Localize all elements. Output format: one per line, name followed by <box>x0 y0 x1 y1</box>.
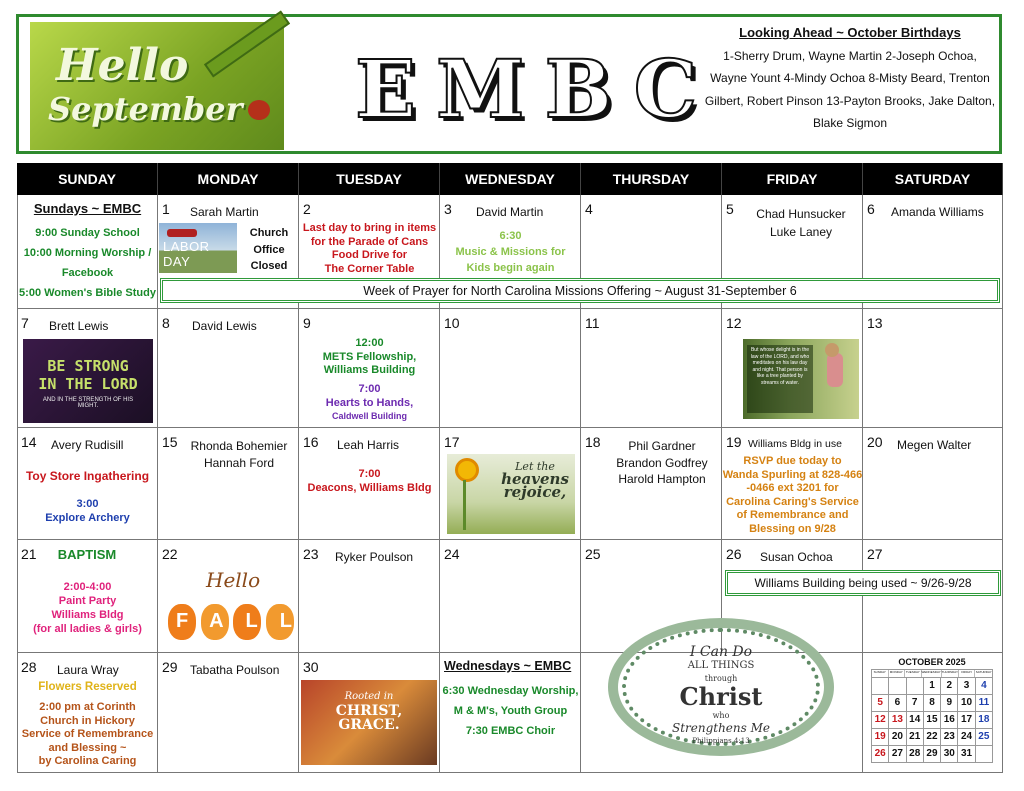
sundays-title: Sundays ~ EMBC <box>33 201 142 216</box>
birthday-name: Laura Wray <box>57 663 119 677</box>
cell-sep-20 <box>863 428 1003 540</box>
october-day: 5 <box>872 695 889 712</box>
cell-sep-16 <box>299 428 440 540</box>
cell-sep-23 <box>299 540 440 653</box>
note-line: by Carolina Caring <box>38 755 137 768</box>
day-number: 29 <box>162 659 178 675</box>
october-day <box>976 746 993 763</box>
verse-line: Philippians 4:13 <box>692 737 750 745</box>
calendar <box>17 163 1003 773</box>
day-number: 19 <box>726 434 742 450</box>
note-line: METS Fellowship, <box>322 350 417 363</box>
birthday-names <box>182 438 296 472</box>
rooted-in-christ-image <box>301 680 437 765</box>
birthday-name: Brandon Godfrey <box>616 455 708 470</box>
hello-text: Hello <box>206 568 261 592</box>
cell-sep-15 <box>158 428 299 540</box>
cell-sep-28 <box>17 653 158 773</box>
psalm-text: But whose delight is in the law of the LORD, and who meditates on his law day and night. That person is like a tree planted by streams of water. <box>750 347 810 386</box>
schedule-line: 6:30 Wednesday Worship, <box>442 685 579 697</box>
day-header-thursday: THURSDAY <box>581 163 722 195</box>
food-drive-note <box>299 222 440 276</box>
october-day: 28 <box>907 746 924 763</box>
day-number: 15 <box>162 434 178 450</box>
might-text: AND IN THE STRENGTH OF HIS MIGHT. <box>42 397 134 409</box>
cell-sep-14 <box>17 428 158 540</box>
note-line: 7:00 <box>358 468 381 480</box>
hello-fall-image <box>162 566 314 650</box>
note-line: Deacons, Williams Bldg <box>307 481 432 494</box>
day-number: 10 <box>444 315 460 331</box>
october-grid <box>871 669 993 678</box>
october-day: 20 <box>889 729 906 746</box>
cell-sep-17 <box>440 428 581 540</box>
cell-sep-29 <box>158 653 299 773</box>
note-line: -0466 ext 3201 for <box>746 482 839 495</box>
note-line: Williams Building <box>323 364 416 377</box>
october-day: 29 <box>924 746 941 763</box>
october-day: 21 <box>907 729 924 746</box>
october-day: 15 <box>924 712 941 729</box>
music-missions-note <box>440 228 581 276</box>
day-number: 13 <box>867 315 883 331</box>
note-line: Office <box>253 243 285 256</box>
schedule-line: 9:00 Sunday School <box>35 227 140 239</box>
cell-sep-21 <box>17 540 158 653</box>
october-day: 10 <box>958 695 975 712</box>
october-day: 3 <box>958 678 975 695</box>
note-line: The Corner Table <box>324 262 415 275</box>
hello-text: Hello <box>56 40 189 91</box>
cell-sep-19 <box>722 428 863 540</box>
cell-sep-27 <box>863 540 1003 653</box>
october-days <box>871 678 993 763</box>
note-line: Food Drive for <box>331 249 408 262</box>
note-line: Blessing on 9/28 <box>749 522 836 535</box>
schedule-line: M & M's, Youth Group <box>453 705 568 717</box>
note-line: 12:00 <box>355 337 384 349</box>
weekday-label: TUESDAY <box>905 670 922 677</box>
birthday-name: Megen Walter <box>897 438 972 452</box>
weekday-label: THURSDAY <box>942 670 959 677</box>
cell-sep-7 <box>17 309 158 428</box>
remembrance-service-note <box>17 701 158 769</box>
note-line: Closed <box>250 260 288 272</box>
october-day: 16 <box>941 712 958 729</box>
apple-icon <box>248 100 270 120</box>
birthday-name: Ryker Poulson <box>335 550 414 564</box>
day-number: 2 <box>303 201 311 217</box>
day-number: 3 <box>444 201 452 217</box>
birthdays-box <box>700 22 1000 135</box>
day-number: 30 <box>303 659 319 675</box>
day-number: 17 <box>444 434 460 450</box>
note-line: Explore Archery <box>45 511 130 524</box>
hearts-to-hands-note <box>299 383 440 424</box>
cell-sep-12 <box>722 309 863 428</box>
verse-line: Strengthens Me <box>671 721 771 735</box>
note-line: Church in Hickory <box>40 714 135 727</box>
note-line: RSVP due today to <box>743 455 842 467</box>
birthdays-title: Looking Ahead ~ October Birthdays <box>739 25 961 40</box>
day-number: 28 <box>21 659 37 675</box>
day-number: 4 <box>585 201 593 217</box>
october-day: 19 <box>872 729 889 746</box>
birthday-name: Tabatha Poulson <box>190 663 280 677</box>
birthday-name: David Lewis <box>192 319 257 333</box>
be-strong-image <box>23 339 153 423</box>
october-day: 12 <box>872 712 889 729</box>
october-day: 4 <box>976 678 993 695</box>
office-closed-note <box>244 225 294 275</box>
october-day: 22 <box>924 729 941 746</box>
day-number: 24 <box>444 546 460 562</box>
williams-building-banner: Williams Building being used ~ 9/26-9/28 <box>725 570 1001 596</box>
birthday-name: Chad Hunsucker <box>756 207 846 221</box>
birthday-name: Sarah Martin <box>190 205 259 219</box>
cell-sep-10 <box>440 309 581 428</box>
october-mini-calendar <box>871 657 993 761</box>
toy-store-note: Toy Store Ingathering <box>25 469 150 483</box>
image-line: CHRIST, <box>335 703 403 719</box>
birthday-name: Amanda Williams <box>891 205 984 219</box>
day-number: 27 <box>867 546 883 562</box>
fall-text: FALL <box>176 610 314 632</box>
day-header-friday: FRIDAY <box>722 163 863 195</box>
birthday-line: 1-Sherry Drum, Wayne Martin 2-Joseph Ochoa, <box>723 48 977 63</box>
birthday-name: Leah Harris <box>337 438 400 452</box>
birthday-name: Phil Gardner <box>628 439 696 453</box>
labor-day-label: LABOR DAY <box>163 239 210 269</box>
october-day <box>889 678 906 695</box>
birthday-name: Hannah Ford <box>203 456 275 470</box>
note-line: Williams Bldg <box>51 609 124 621</box>
day-number: 14 <box>21 434 37 450</box>
october-day: 23 <box>941 729 958 746</box>
note-line: Service of Remembrance <box>21 728 154 741</box>
verse-line: who <box>712 711 730 720</box>
heavens-text <box>497 460 573 499</box>
october-day: 27 <box>889 746 906 763</box>
note-line: Last day to bring in items <box>302 222 437 234</box>
cell-sep-8 <box>158 309 299 428</box>
verse-text <box>588 646 854 748</box>
image-line: GRACE. <box>338 717 400 733</box>
sundays-schedule <box>17 223 158 303</box>
wednesdays-title: Wednesdays ~ EMBC <box>444 659 572 673</box>
note-line: Paint Party <box>58 595 117 607</box>
image-line: Let the <box>515 460 555 473</box>
day-number: 18 <box>585 434 601 450</box>
cell-sep-24 <box>440 540 581 653</box>
cell-sundays-info <box>17 195 158 309</box>
note-line: 3:00 <box>76 498 99 510</box>
note-line: Music & Missions for <box>455 246 566 258</box>
building-note: Williams Bldg in use <box>748 438 842 450</box>
in-the-lord-text: IN THE LORD <box>38 375 138 393</box>
birthday-names <box>746 205 856 241</box>
day-number: 11 <box>585 315 600 331</box>
cell-sep-9 <box>299 309 440 428</box>
schedule-line: 10:00 Morning Worship / <box>23 247 152 259</box>
day-number: 9 <box>303 315 311 331</box>
verse-line: I Can Do <box>689 644 753 660</box>
cell-sep-18 <box>581 428 722 540</box>
day-number: 8 <box>162 315 170 331</box>
flowers-note: Flowers Reserved <box>38 681 137 693</box>
be-strong-text: BE STRONG <box>47 357 129 375</box>
october-title: OCTOBER 2025 <box>898 657 966 667</box>
rsvp-note <box>722 455 863 537</box>
note-line: for the Parade of Cans <box>310 235 429 248</box>
september-text: September <box>48 90 243 128</box>
birthday-name: Rhonda Bohemier <box>190 439 288 453</box>
note-line: of Remembrance and <box>736 509 849 522</box>
schedule-line: 7:30 EMBC Choir <box>465 725 556 737</box>
day-number: 26 <box>726 546 742 562</box>
wednesdays-schedule <box>440 681 581 741</box>
note-line: Caldwell Building <box>331 411 407 422</box>
birthday-line: Wayne Yount 4-Mindy Ochoa 8-Misty Beard, Trenton <box>710 71 990 85</box>
day-number: 16 <box>303 434 319 450</box>
birthday-name: Harold Hampton <box>618 472 706 486</box>
deacons-note <box>299 468 440 495</box>
day-number: 21 <box>21 546 37 562</box>
verse-line: Christ <box>679 682 763 711</box>
day-number: 25 <box>585 546 601 562</box>
note-line: 2:00-4:00 <box>63 581 112 593</box>
birthday-line: Gilbert, Robert Pinson 13-Payton Brooks, Jake Dalton, <box>704 93 996 108</box>
note-line: (for all ladies & girls) <box>33 623 142 635</box>
schedule-line: 5:00 Women's Bible Study <box>19 287 156 299</box>
cell-sep-11 <box>581 309 722 428</box>
birthday-name: David Martin <box>476 205 544 219</box>
day-header-monday: MONDAY <box>158 163 299 195</box>
day-number: 6 <box>867 201 875 217</box>
birthday-name: Susan Ochoa <box>760 550 833 564</box>
note-line: 7:00 <box>358 383 381 395</box>
note-line: Wanda Spurling at 828-466 <box>722 468 863 481</box>
birthday-name: Luke Laney <box>769 225 833 239</box>
day-number: 7 <box>21 315 29 331</box>
rooted-text <box>301 690 437 732</box>
day-number: 5 <box>726 201 734 217</box>
october-day: 14 <box>907 712 924 729</box>
day-number: 12 <box>726 315 742 331</box>
psalm-image <box>743 339 859 419</box>
cell-sep-30 <box>299 653 440 773</box>
birthday-name: Avery Rudisill <box>51 438 124 452</box>
october-day: 26 <box>872 746 889 763</box>
october-day: 24 <box>958 729 975 746</box>
mets-note <box>299 337 440 378</box>
october-day: 31 <box>958 746 975 763</box>
verse-line: ALL THINGS <box>687 660 755 671</box>
day-header-tuesday: TUESDAY <box>299 163 440 195</box>
weekday-label: WEDNESDAY <box>922 670 942 677</box>
weekday-label: MONDAY <box>889 670 906 677</box>
image-line: rejoice, <box>503 483 567 501</box>
october-day: 17 <box>958 712 975 729</box>
weekday-label: SUNDAY <box>872 670 889 677</box>
day-number: 1 <box>162 201 170 217</box>
october-day: 8 <box>924 695 941 712</box>
paint-party-note <box>17 580 158 636</box>
cell-sep-13 <box>863 309 1003 428</box>
note-line: Hearts to Hands, <box>325 396 414 409</box>
day-number: 20 <box>867 434 883 450</box>
note-line: Church <box>249 227 289 239</box>
october-day: 9 <box>941 695 958 712</box>
note-line: and Blessing ~ <box>48 741 127 754</box>
weekday-label: SATURDAY <box>975 670 992 674</box>
note-line: Kids begin again <box>466 262 555 274</box>
philippians-verse-graphic <box>588 612 854 762</box>
october-day: 30 <box>941 746 958 763</box>
archery-note <box>17 498 158 525</box>
october-day: 2 <box>941 678 958 695</box>
october-day: 6 <box>889 695 906 712</box>
birthday-line: Blake Sigmon <box>812 116 888 130</box>
birthday-names <box>603 438 721 488</box>
image-line: heavens <box>501 470 569 488</box>
labor-day-image <box>159 223 237 273</box>
october-day: 11 <box>976 695 993 712</box>
october-day <box>872 678 889 695</box>
missions-offering-banner: Week of Prayer for North Carolina Missions Offering ~ August 31-September 6 <box>160 278 1000 303</box>
note-line: Carolina Caring's Service <box>726 495 859 508</box>
october-day: 7 <box>907 695 924 712</box>
october-day: 25 <box>976 729 993 746</box>
day-header-saturday: SATURDAY <box>863 163 1003 195</box>
day-header-wednesday: WEDNESDAY <box>440 163 581 195</box>
day-header-sunday: SUNDAY <box>17 163 158 195</box>
day-number: 22 <box>162 546 178 562</box>
cell-wednesdays-info <box>440 653 581 773</box>
baptism-title: BAPTISM <box>57 547 117 562</box>
day-number: 23 <box>303 546 319 562</box>
october-day <box>907 678 924 695</box>
october-day: 18 <box>976 712 993 729</box>
verse-line: through <box>704 674 738 683</box>
schedule-line: Facebook <box>61 267 114 279</box>
weekday-label: FRIDAY <box>959 670 976 677</box>
page-title: EMBC <box>355 42 718 136</box>
hello-september-graphic <box>30 22 284 150</box>
image-line: Rooted in <box>344 691 394 702</box>
october-day: 13 <box>889 712 906 729</box>
note-line: 6:30 <box>499 230 522 242</box>
birthday-name: Brett Lewis <box>49 319 109 333</box>
october-day: 1 <box>924 678 941 695</box>
note-line: 2:00 pm at Corinth <box>39 701 136 713</box>
heavens-rejoice-image <box>447 454 575 534</box>
